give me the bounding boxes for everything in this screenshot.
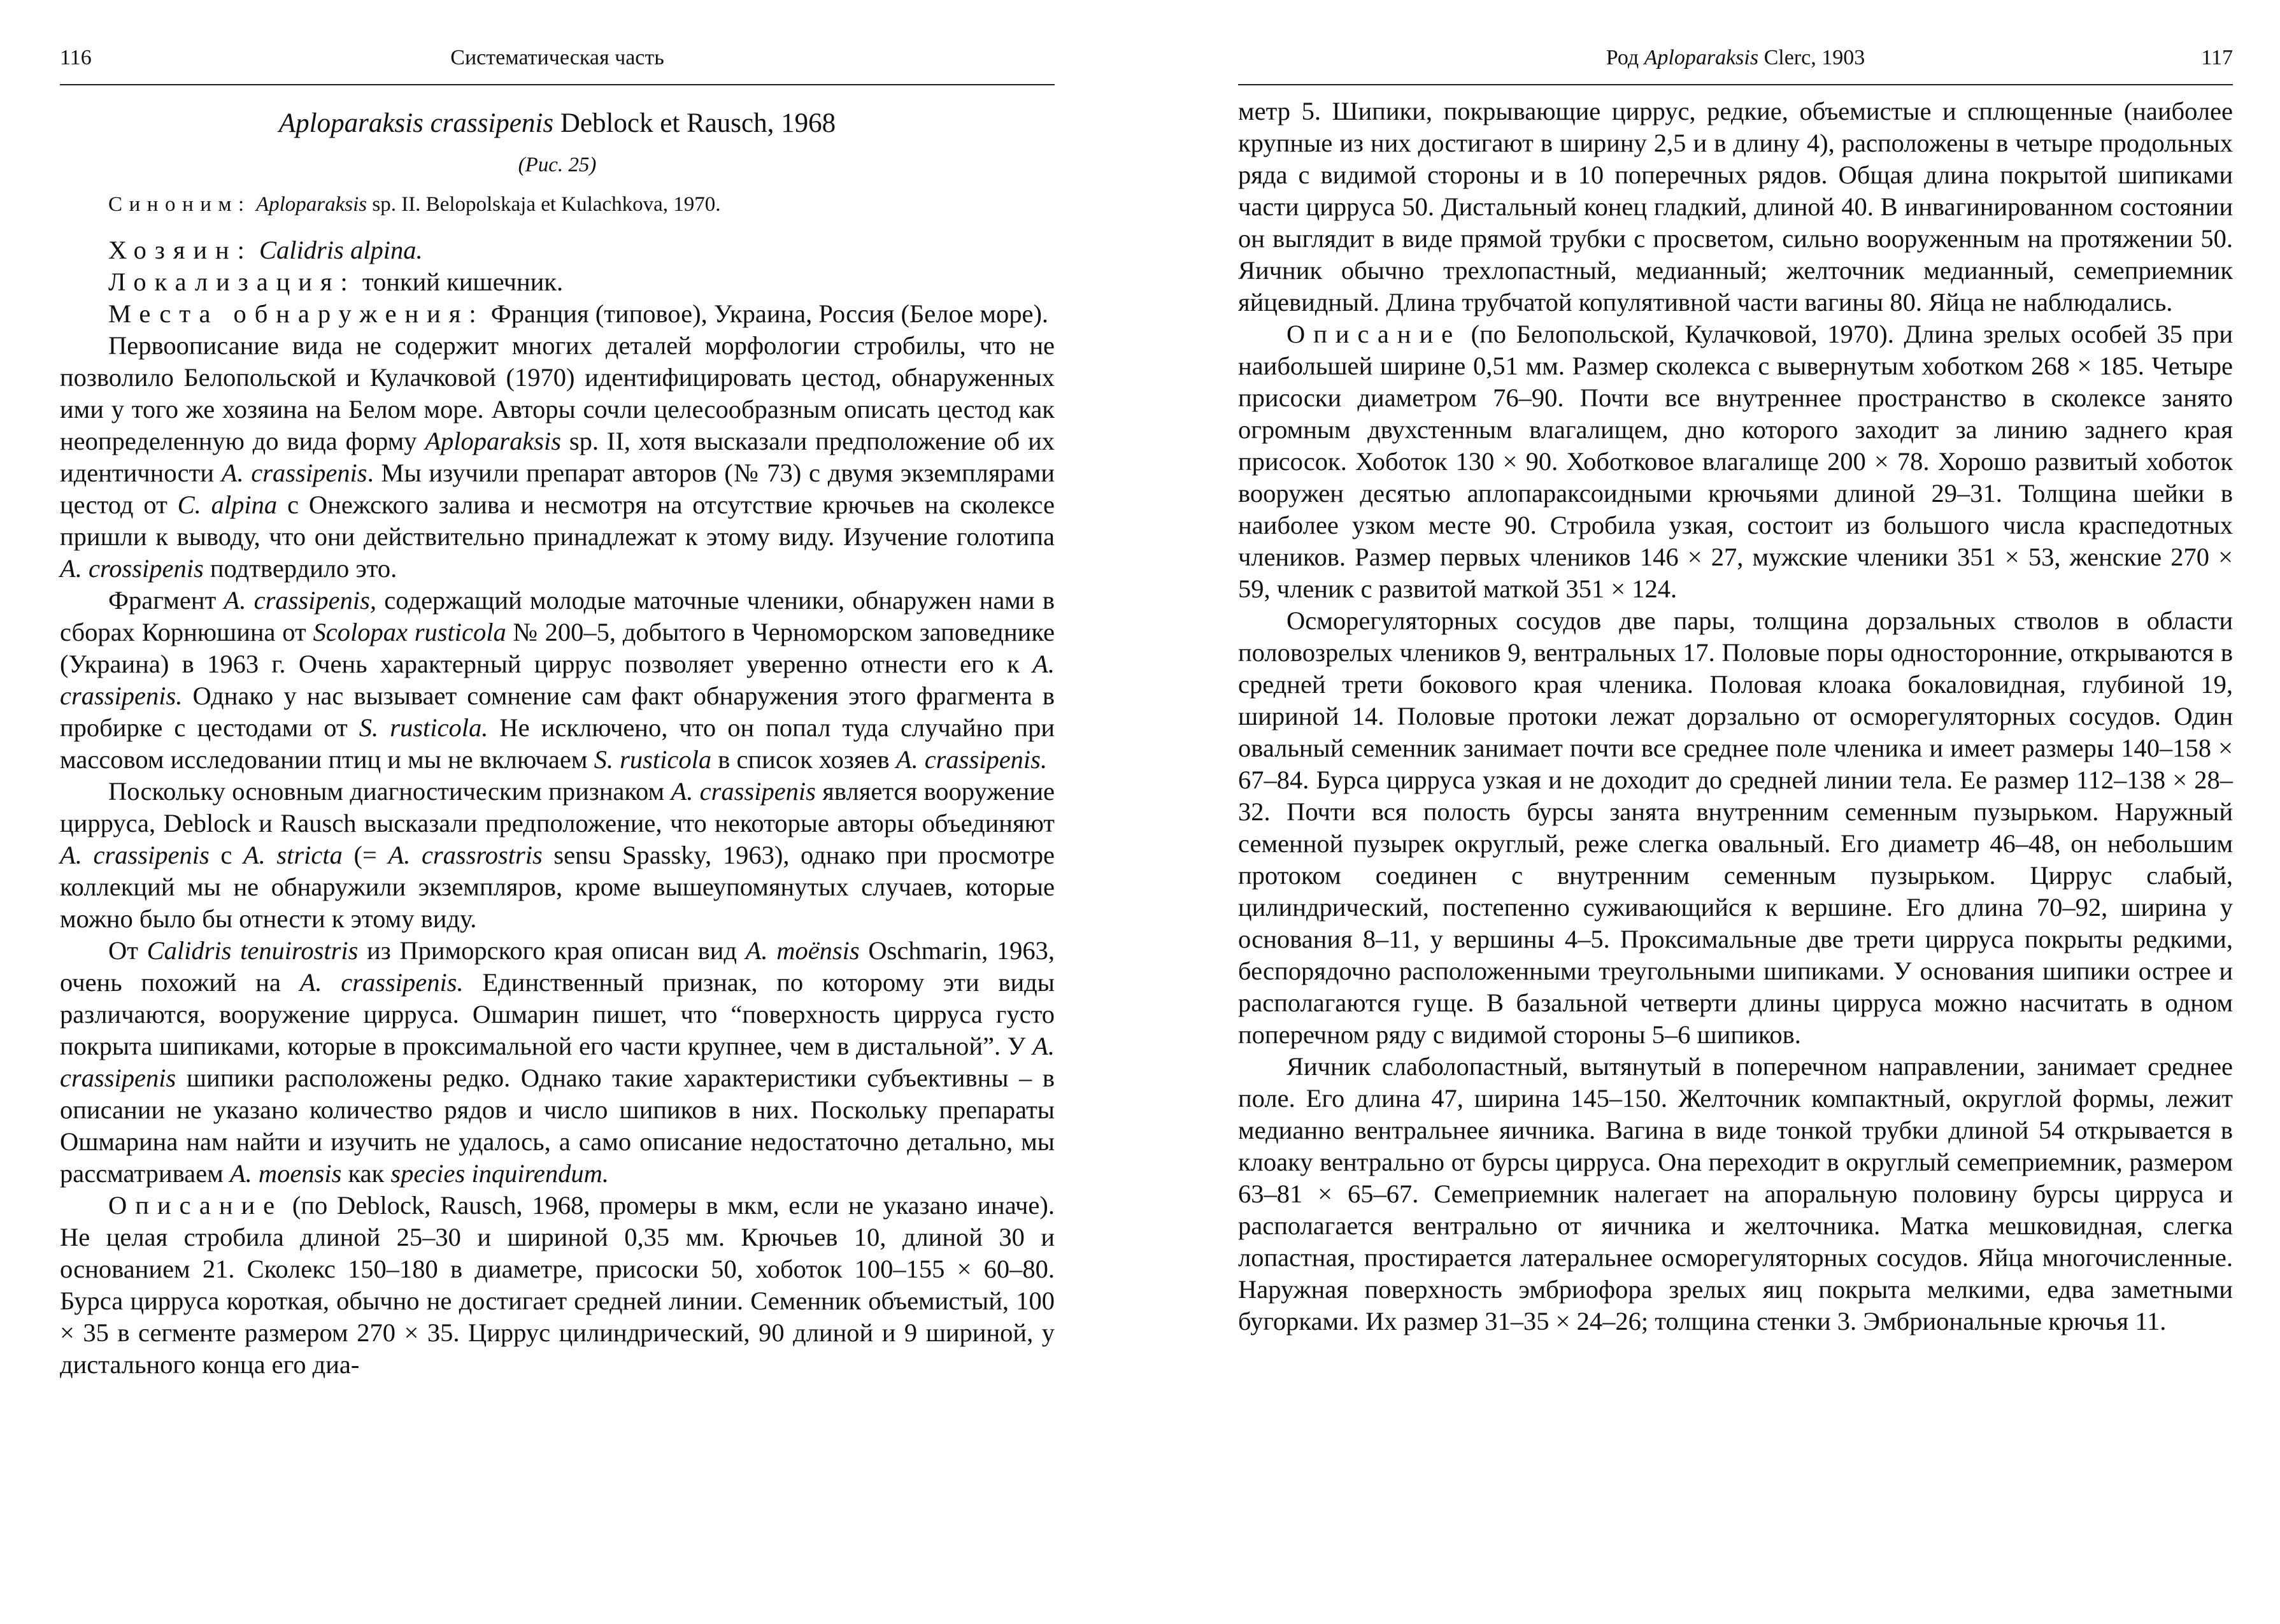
host-label: Хозяин:: [108, 236, 253, 264]
localization-value: тонкий кишечник.: [355, 267, 564, 296]
paragraph-description-belopolskaja: Описание (по Белопольской, Кулачковой, 1970). Длина зрелых особей 35 при наибольшей ширине 0,51 мм. Размер сколекса с вывернутым хоботком 268 × 185. Четыре присоски диаметром 76–90. Почти все внутреннее пространство в сколексе занято огромным двухстенным влагалищем, дно которого заходит за линию заднего края присосок. Хоботок 130 × 90. Хоботковое влагалище 200 × 78. Хорошо развитый хоботок вооружен десятью аплопараксоидными крючьями длиной 29–31. Толщина шейки в наиболее узком месте 90. Стробила узкая, состоит из большого числа краспедотных члеников. Размер первых члеников 146 × 27, мужские членики 351 × 53, женские 270 × 59, членик с развитой маткой 351 × 124.: [1238, 320, 2233, 603]
paragraph-continuation: метр 5. Шипики, покрывающие циррус, редкие, объемистые и сплющенные (наиболее крупные из них достигают в ширину 2,5 и в длину 4), расположены в четыре продольных ряда с видимой стороны и в 10 поперечных рядов. Общая длина покрытой шипиками части цирруса 50. Дистальный конец гладкий, длиной 40. В инвагинированном состоянии он выглядит в виде прямой трубки с просветом, сильно вооруженным на протяжении 50. Яичник обычно трехлопастный, медианный; желточник медианный, семеприемник яйцевидный. Длина трубчатой копулятивной части вагины 80. Яйца не наблюдались.: [1238, 97, 2233, 317]
header-rule-right: [1238, 84, 2233, 85]
synonym-line: [60, 189, 1055, 220]
left-page-body: [60, 101, 1055, 1381]
header-rule-left: [60, 84, 1055, 85]
figure-reference: (Рис. 25): [518, 153, 597, 176]
running-title-left: Систематическая часть: [450, 46, 664, 69]
synonym-genus: Aploparaksis: [250, 193, 367, 216]
right-page-body: [1238, 96, 2233, 1337]
paragraph-description-deblock: Описание (по Deblock, Rausch, 1968, промеры в мкм, если не указано иначе). Не целая стробила длиной 25–30 и шириной 0,35 мм. Крючьев 10, длиной 30 и основанием 21. Сколекс 150–180 в диаметре, присоски 50, хоботок 100–155 × 60–80. Бурса цирруса короткая, обычно не достигает средней линии. Семенник объемистый, 100 × 35 в сегменте размером 270 × 35. Циррус цилиндрический, 90 длиной и 9 шириной, у дистального конца его диа-: [60, 1191, 1055, 1379]
paragraph-diagnostic: Поскольку основным диагностическим признаком A. crassipenis является вооружение цирруса, Deblock и Rausch высказали предположение, что некоторые авторы объединяют A. crassipenis с A. stricta (= A. crassrostris sensu Spassky, 1963), однако при просмотре коллекций мы не обнаружили экземпляров, кроме вышеупомянутых случаев, которые можно было бы отнести к этому виду.: [60, 777, 1055, 933]
host-line: [60, 234, 1055, 266]
page-number-left: 116: [60, 46, 92, 69]
running-head-left: [60, 41, 1055, 75]
localization-label: Локализация:: [108, 267, 356, 296]
page-number-right: 117: [2201, 46, 2233, 69]
paragraph-ovary: Яичник слаболопастный, вытянутый в поперечном направлении, занимает среднее поле. Его длина 47, ширина 145–150. Желточник компактный, округлой формы, лежит медианно вентральнее яичника. Вагина в виде тонкой трубки длиной 54 открывается в клоаку вентрально от бурсы цирруса. Она переходит в округлый семеприемник, размером 63–81 × 65–67. Семеприемник налегает на апоральную половину бурсы цирруса и располагается вентрально от яичника и желточника. Матка мешковидная, слегка лопастная, простирается латеральнее осморегуляторных сосудов. Яйца многочисленные. Наружная поверхность эмбриофора зрелых яиц покрыта мелкими, едва заметными бугорками. Их размер 31–35 × 24–26; толщина стенки 3. Эмбриональные крючья 11.: [1238, 1052, 2233, 1336]
locations-label: Места обнаружения:: [108, 299, 485, 328]
description-label: Описание: [108, 1191, 283, 1220]
paragraph-osmoregulatory: Осморегуляторных сосудов две пары, толщина дорзальных стволов в области половозрелых члеников 9, вентральных 17. Половые поры односторонние, открываются в средней трети бокового края членика. Половая клоака бокаловидная, глубиной 19, шириной 14. Половые протоки лежат дорзально от осморегуляторных сосудов. Один овальный семенник занимает почти все среднее поле членика и имеет размеры 140–158 × 67–84. Бурса цирруса узкая и не доходит до средней линии тела. Ее размер 112–138 × 28–32. Почти вся полость бурсы занята внутренним семенным пузырьком. Наружный семенной пузырек округлый, реже слегка овальный. Его диаметр 46–48, он небольшим протоком соединен с внутренним семенным пузырьком. Циррус слабый, цилиндрический, постепенно суживающийся к вершине. Его длина 70–92, ширина у основания 8–11, у вершины 4–5. Проксимальные две трети цирруса покрыты редкими, беспорядочно расположенными треугольными шипиками. У основания шипики острее и располагаются гуще. В базальной четверти длины цирруса можно насчитать в одном поперечном ряду с видимой стороны 5–6 шипиков.: [1238, 606, 2233, 1049]
synonym-label: Синоним:: [108, 193, 251, 216]
left-page: [60, 0, 1055, 1624]
host-value: Calidris alpina.: [252, 236, 423, 264]
description-label-right: Описание: [1286, 320, 1462, 348]
species-name: Aploparaksis crassipenis: [278, 108, 554, 138]
locations-line: [60, 298, 1055, 330]
paragraph-moensis: От Calidris tenuirostris из Приморского края описан вид A. moënsis Oschmarin, 1963, очень похожий на A. crassipenis. Единственный признак, по которому эти виды различаются, вооружение цирруса. Ошмарин пишет, что “поверхность цирруса густо покрыта шипиками, которые в проксимальной его части крупнее, чем в дистальной”. У A. crassipenis шипики расположены редко. Однако такие характеристики субъективны – в описании не указано количество рядов и число шипиков в них. Поскольку препараты Ошмарина нам найти и изучить не удалось, а само описание недостаточно детально, мы рассматриваем A. moensis как species inquirendum.: [60, 936, 1055, 1188]
localization-line: [60, 266, 1055, 298]
right-page: [1238, 0, 2233, 1624]
paragraph-fragment: Фрагмент A. crassipenis, содержащий молодые маточные членики, обнаружен нами в сборах Корнюшина от Scolopax rusticola № 200–5, добытого в Черноморском заповеднике (Украина) в 1963 г. Очень характерный циррус позволяет уверенно отнести его к A. crassipenis. Однако у нас вызывает сомнение сам факт обнаружения этого фрагмента в пробирке с цестодами от S. rusticola. Не исключено, что он попал туда случайно при массовом исследовании птиц и мы не включаем S. rusticola в список хозяев A. crassipenis.: [60, 586, 1055, 774]
running-title-right: Род Aploparaksis Clerc, 1903: [1606, 46, 1865, 69]
species-authority: Deblock et Rausch, 1968: [553, 108, 836, 138]
paragraph-original-description: Первоописание вида не содержит многих деталей морфологии стробилы, что не позволило Белопольской и Кулачковой (1970) идентифицировать цестод, обнаруженных ими у того же хозяина на Белом море. Авторы сочли целесообразным описать цестод как неопределенную до вида форму Aploparaksis sp. II, хотя высказали предположение об их идентичности A. crassipenis. Мы изучили препарат авторов (№ 73) с двумя экземплярами цестод от C. alpina с Онежского залива и несмотря на отсутствие крючьев на сколексе пришли к выводу, что они действительно принадлежат к этому виду. Изучение голотипа A. crossipenis подтвердило это.: [60, 331, 1055, 583]
synonym-text: sp. II. Belopolskaja et Kulachkova, 1970.: [367, 193, 721, 216]
locations-value: Франция (типовое), Украина, Россия (Белое море).: [484, 299, 1049, 328]
species-heading: [60, 104, 1055, 143]
running-head-right: [1238, 41, 2233, 75]
